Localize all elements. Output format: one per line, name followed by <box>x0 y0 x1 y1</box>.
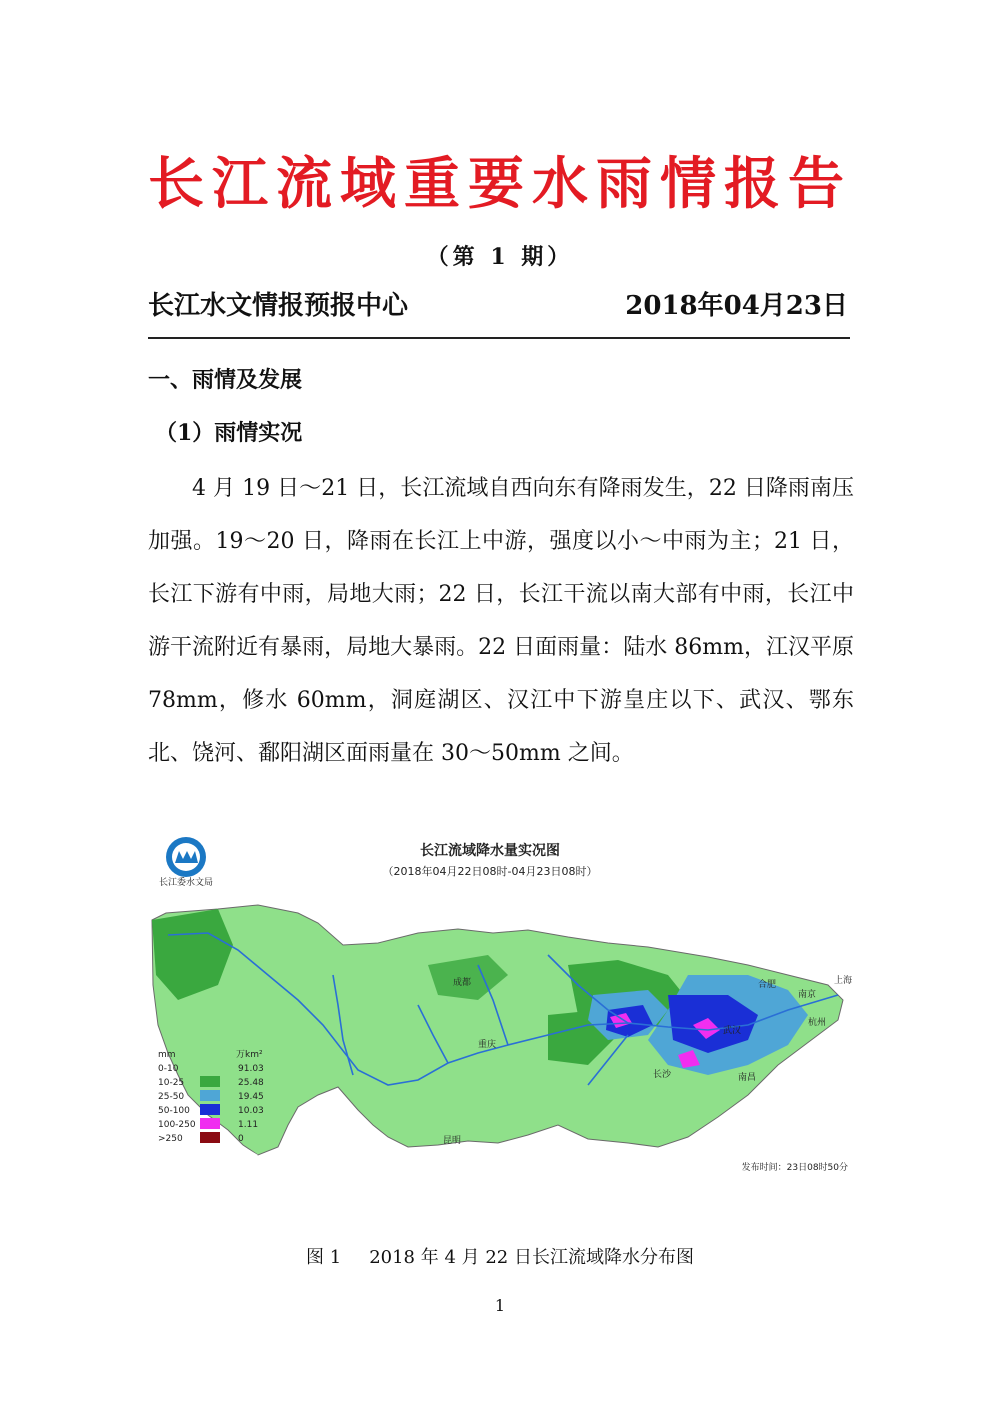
agency-logo <box>159 837 213 888</box>
rainfall-paragraph <box>148 462 854 780</box>
map-subtitle: （2018年04月22日08时-04月23日08时） <box>382 865 598 878</box>
legend-swatch <box>200 1132 220 1143</box>
place-label: 成都 <box>453 978 472 988</box>
figure-caption-text: 2018 年 4 月 22 日长江流域降水分布图 <box>369 1247 694 1268</box>
legend-range: 0-10 <box>158 1064 179 1074</box>
issuing-organization: 长江水文情报预报中心 <box>148 291 409 321</box>
rainfall-paragraph-text: 4 月 19 日～21 日，长江流域自西向东有降雨发生，22 日降雨南压加强。19～20 日，降雨在长江上中游，强度以小～中雨为主；21 日，长江下游有中雨，局地大雨；22 日，长江干流以南大部有中雨，长江中游干流附近有暴雨，局地大暴雨。22 日面雨量：陆水 86mm，江汉平原 78mm，修水 60mm，洞庭湖区、汉江中下游皇庄以下、武汉、鄂东北、饶河、鄱阳湖区面雨量在 30～50mm 之间。 <box>148 476 854 766</box>
legend-swatch <box>200 1062 220 1073</box>
place-label: 合肥 <box>758 980 777 990</box>
legend-range: 50-100 <box>158 1106 190 1116</box>
section-heading: 一、雨情及发展 <box>148 367 303 393</box>
header-divider <box>148 337 850 339</box>
legend-range: >250 <box>158 1134 183 1144</box>
figure-caption <box>0 1243 1000 1269</box>
place-label: 南昌 <box>738 1073 757 1083</box>
map-title: 长江流域降水量实况图 <box>420 843 560 859</box>
legend-swatch <box>200 1090 220 1101</box>
place-label: 上海 <box>834 976 853 986</box>
place-label: 重庆 <box>478 1040 497 1050</box>
legend-area: 25.48 <box>238 1078 264 1088</box>
legend-swatch <box>200 1104 220 1115</box>
precipitation-map-figure <box>148 825 854 1190</box>
legend-range: 100-250 <box>158 1120 196 1130</box>
legend-swatch <box>200 1118 220 1129</box>
basin-shape <box>152 905 843 1170</box>
subsection-heading: （1）雨情实况 <box>155 420 303 446</box>
legend-range: 10-25 <box>158 1078 185 1088</box>
legend-area: 0 <box>238 1134 244 1144</box>
page-number: 1 <box>494 1296 506 1315</box>
legend-range: 25-50 <box>158 1092 185 1102</box>
legend-area-unit: 万km² <box>236 1050 263 1060</box>
legend-swatch <box>200 1076 220 1087</box>
publish-time: 发布时间：23日08时50分 <box>741 1163 848 1173</box>
legend-area: 1.11 <box>238 1120 259 1130</box>
figure-caption-label: 图 1 <box>306 1247 342 1268</box>
precipitation-map <box>148 825 854 1190</box>
legend-area: 91.03 <box>238 1064 264 1074</box>
place-label: 杭州 <box>808 1018 827 1028</box>
place-label: 南京 <box>798 990 817 1000</box>
place-label: 昆明 <box>443 1136 462 1146</box>
report-title: 长江流域重要水雨情报告 <box>148 151 852 217</box>
agency-logo-text: 长江委水文局 <box>158 878 214 888</box>
place-label: 长沙 <box>653 1070 672 1080</box>
legend-unit: mm <box>158 1050 176 1060</box>
issue-number: （第 1 期） <box>426 244 574 270</box>
place-label: 武汉 <box>723 1026 742 1036</box>
legend-area: 19.45 <box>238 1092 264 1102</box>
report-date: 2018年04月23日 <box>625 291 848 321</box>
legend-area: 10.03 <box>238 1106 264 1116</box>
